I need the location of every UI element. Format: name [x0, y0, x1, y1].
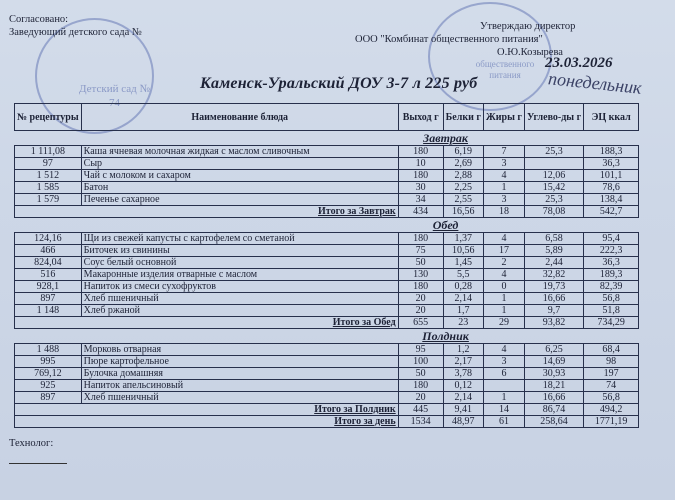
table-cell: 25,3	[524, 194, 583, 206]
table-cell: 2,17	[443, 356, 483, 368]
table-cell: 100	[398, 356, 443, 368]
table-row	[15, 293, 639, 305]
total-cell: 23	[443, 317, 483, 329]
total-label: Итого за Полдник	[15, 404, 399, 416]
table-cell: 36,3	[584, 257, 639, 269]
table-cell: Морковь отварная	[81, 344, 398, 356]
table-cell: 516	[15, 269, 82, 281]
table-cell: 197	[584, 368, 639, 380]
table-cell: 180	[398, 233, 443, 245]
table-cell: 138,4	[584, 194, 639, 206]
table-cell: 78,6	[584, 182, 639, 194]
day-total-cell: 61	[483, 416, 524, 428]
table-cell: 56,8	[584, 392, 639, 404]
table-cell: 124,16	[15, 233, 82, 245]
section-header	[15, 329, 639, 344]
table-cell: Каша ячневая молочная жидкая с маслом сливочным	[81, 146, 398, 158]
section-header	[15, 218, 639, 233]
table-cell: 897	[15, 392, 82, 404]
table-cell: 1 488	[15, 344, 82, 356]
table-cell: 995	[15, 356, 82, 368]
total-cell: 14	[483, 404, 524, 416]
table-cell: 824,04	[15, 257, 82, 269]
section-total-row	[15, 206, 639, 218]
table-cell: 466	[15, 245, 82, 257]
table-cell: 10	[398, 158, 443, 170]
table-cell: Печенье сахарное	[81, 194, 398, 206]
table-cell: 180	[398, 146, 443, 158]
table-cell: 3	[483, 194, 524, 206]
table-cell: 12,06	[524, 170, 583, 182]
section-header	[15, 131, 639, 146]
table-cell: 6,58	[524, 233, 583, 245]
table-cell: Хлеб пшеничный	[81, 293, 398, 305]
table-cell: 5,89	[524, 245, 583, 257]
table-cell: 18,21	[524, 380, 583, 392]
table-cell: 16,66	[524, 293, 583, 305]
table-cell: 3	[483, 158, 524, 170]
table-cell: 16,66	[524, 392, 583, 404]
table-cell: Макаронные изделия отварные с маслом	[81, 269, 398, 281]
section-title: Полдник	[422, 328, 469, 343]
table-cell: 75	[398, 245, 443, 257]
total-cell: 86,74	[524, 404, 583, 416]
table-cell: 17	[483, 245, 524, 257]
table-cell: 4	[483, 233, 524, 245]
table-row	[15, 380, 639, 392]
total-label: Итого за Обед	[15, 317, 399, 329]
menu-date: 23.03.2026	[545, 55, 613, 71]
table-cell: Хлеб пшеничный	[81, 392, 398, 404]
table-cell: 5,5	[443, 269, 483, 281]
table-row	[15, 158, 639, 170]
table-cell: 2,44	[524, 257, 583, 269]
page-title: Каменск-Уральский ДОУ 3-7 л 225 руб	[200, 75, 478, 92]
director-name: О.Ю.Козырева	[497, 47, 563, 58]
table-cell: 2,25	[443, 182, 483, 194]
table-cell: 1,45	[443, 257, 483, 269]
table-cell: 1 512	[15, 170, 82, 182]
table-cell: 1,7	[443, 305, 483, 317]
table-cell: 6	[483, 368, 524, 380]
table-cell: 30	[398, 182, 443, 194]
table-cell: Биточек из свинины	[81, 245, 398, 257]
day-total-cell: 48,97	[443, 416, 483, 428]
col-kcal: ЭЦ ккал	[584, 104, 639, 131]
table-cell: Хлеб ржаной	[81, 305, 398, 317]
table-cell: 19,73	[524, 281, 583, 293]
table-cell: 180	[398, 170, 443, 182]
agreed-label: Согласовано:	[9, 14, 69, 25]
day-total-label: Итого за день	[15, 416, 399, 428]
table-cell: 0,12	[443, 380, 483, 392]
table-body	[15, 131, 639, 428]
table-cell: Булочка домашняя	[81, 368, 398, 380]
table-cell: Напиток из смеси сухофруктов	[81, 281, 398, 293]
total-cell: 9,41	[443, 404, 483, 416]
table-cell: 188,3	[584, 146, 639, 158]
table-cell: 1 148	[15, 305, 82, 317]
table-cell: 14,69	[524, 356, 583, 368]
signature-line	[9, 463, 67, 464]
table-cell: 10,56	[443, 245, 483, 257]
table-cell: Напиток апельсиновый	[81, 380, 398, 392]
table-cell: 30,93	[524, 368, 583, 380]
table-cell: 3,78	[443, 368, 483, 380]
total-cell: 78,08	[524, 206, 583, 218]
table-cell: 1	[483, 182, 524, 194]
total-label: Итого за Завтрак	[15, 206, 399, 218]
stamp-text: общественного питания	[475, 59, 535, 80]
table-cell: 1	[483, 293, 524, 305]
table-row	[15, 281, 639, 293]
total-cell: 655	[398, 317, 443, 329]
table-cell: 1,2	[443, 344, 483, 356]
total-cell: 93,82	[524, 317, 583, 329]
table-cell: 68,4	[584, 344, 639, 356]
table-cell: 1 579	[15, 194, 82, 206]
table-row	[15, 392, 639, 404]
table-cell: 2,88	[443, 170, 483, 182]
table-cell: 897	[15, 293, 82, 305]
table-cell: 4	[483, 170, 524, 182]
table-cell: 20	[398, 392, 443, 404]
table-cell: 1	[483, 305, 524, 317]
table-row	[15, 194, 639, 206]
table-row	[15, 182, 639, 194]
company-name: ООО "Комбинат общественного питания"	[355, 34, 543, 45]
table-row	[15, 170, 639, 182]
total-cell: 29	[483, 317, 524, 329]
table-cell: 6,25	[524, 344, 583, 356]
table-cell: 36,3	[584, 158, 639, 170]
total-cell: 542,7	[584, 206, 639, 218]
table-cell: 769,12	[15, 368, 82, 380]
total-cell: 734,29	[584, 317, 639, 329]
table-cell: Пюре картофельное	[81, 356, 398, 368]
total-cell: 434	[398, 206, 443, 218]
col-recipe: № рецептуры	[15, 104, 82, 131]
table-cell: 180	[398, 380, 443, 392]
table-cell: 1	[483, 392, 524, 404]
table-cell: 25,3	[524, 146, 583, 158]
table-cell: 222,3	[584, 245, 639, 257]
table-cell: 101,1	[584, 170, 639, 182]
table-cell: 32,82	[524, 269, 583, 281]
table-cell: 9,7	[524, 305, 583, 317]
table-cell: 4	[483, 344, 524, 356]
table-row	[15, 233, 639, 245]
table-cell: 74	[584, 380, 639, 392]
total-cell: 16,56	[443, 206, 483, 218]
col-fat: Жиры г	[483, 104, 524, 131]
table-cell: 56,8	[584, 293, 639, 305]
total-cell: 494,2	[584, 404, 639, 416]
table-cell: 180	[398, 281, 443, 293]
table-cell: 925	[15, 380, 82, 392]
stamp-text: Детский сад № 74	[79, 83, 150, 109]
table-row	[15, 305, 639, 317]
day-total-cell: 258,64	[524, 416, 583, 428]
table-cell: 928,1	[15, 281, 82, 293]
table-cell: 50	[398, 368, 443, 380]
table-row	[15, 245, 639, 257]
table-cell: 130	[398, 269, 443, 281]
table-header	[15, 104, 639, 131]
day-total-cell: 1771,19	[584, 416, 639, 428]
table-cell: Щи из свежей капусты с картофелем со сметаной	[81, 233, 398, 245]
table-row	[15, 146, 639, 158]
table-cell: 4	[483, 269, 524, 281]
table-cell: 15,42	[524, 182, 583, 194]
agreed-block	[9, 13, 142, 39]
col-yield: Выход г	[398, 104, 443, 131]
approve-label: Утверждаю директор	[480, 21, 576, 32]
total-cell: 445	[398, 404, 443, 416]
table-row	[15, 344, 639, 356]
col-dish: Наименование блюда	[81, 104, 398, 131]
table-cell: 0,28	[443, 281, 483, 293]
table-cell: 82,39	[584, 281, 639, 293]
section-total-row	[15, 404, 639, 416]
technologist-label: Технолог:	[9, 438, 54, 449]
day-total-cell: 1534	[398, 416, 443, 428]
table-cell: 34	[398, 194, 443, 206]
total-cell: 18	[483, 206, 524, 218]
head-label: Заведующий детского сада №	[9, 27, 142, 38]
table-cell: 98	[584, 356, 639, 368]
table-cell: 51,8	[584, 305, 639, 317]
table-cell: Соус белый основной	[81, 257, 398, 269]
table-cell: 1,37	[443, 233, 483, 245]
handwritten-day: понедельник	[547, 68, 643, 98]
menu-table	[14, 103, 639, 428]
table-row	[15, 356, 639, 368]
col-protein: Белки г	[443, 104, 483, 131]
table-cell: 3	[483, 356, 524, 368]
table-cell	[483, 380, 524, 392]
table-cell: 20	[398, 305, 443, 317]
section-total-row	[15, 317, 639, 329]
day-total-row	[15, 416, 639, 428]
table-cell	[524, 158, 583, 170]
table-cell: 50	[398, 257, 443, 269]
table-cell: 2,69	[443, 158, 483, 170]
col-carbs: Углево-ды г	[524, 104, 583, 131]
table-cell: 1 585	[15, 182, 82, 194]
table-cell: 2	[483, 257, 524, 269]
table-cell: 6,19	[443, 146, 483, 158]
section-title: Завтрак	[423, 130, 469, 145]
section-title: Обед	[432, 217, 459, 232]
approval-block	[355, 20, 575, 59]
table-row	[15, 257, 639, 269]
table-cell: 189,3	[584, 269, 639, 281]
table-cell: 2,14	[443, 392, 483, 404]
table-cell: 2,55	[443, 194, 483, 206]
table-cell: 1 111,08	[15, 146, 82, 158]
table-cell: Батон	[81, 182, 398, 194]
table-cell: Сыр	[81, 158, 398, 170]
table-row	[15, 269, 639, 281]
table-cell: 20	[398, 293, 443, 305]
table-cell: Чай с молоком и сахаром	[81, 170, 398, 182]
table-cell: 95,4	[584, 233, 639, 245]
table-cell: 97	[15, 158, 82, 170]
table-cell: 2,14	[443, 293, 483, 305]
table-cell: 95	[398, 344, 443, 356]
table-row	[15, 368, 639, 380]
table-cell: 0	[483, 281, 524, 293]
table-cell: 7	[483, 146, 524, 158]
